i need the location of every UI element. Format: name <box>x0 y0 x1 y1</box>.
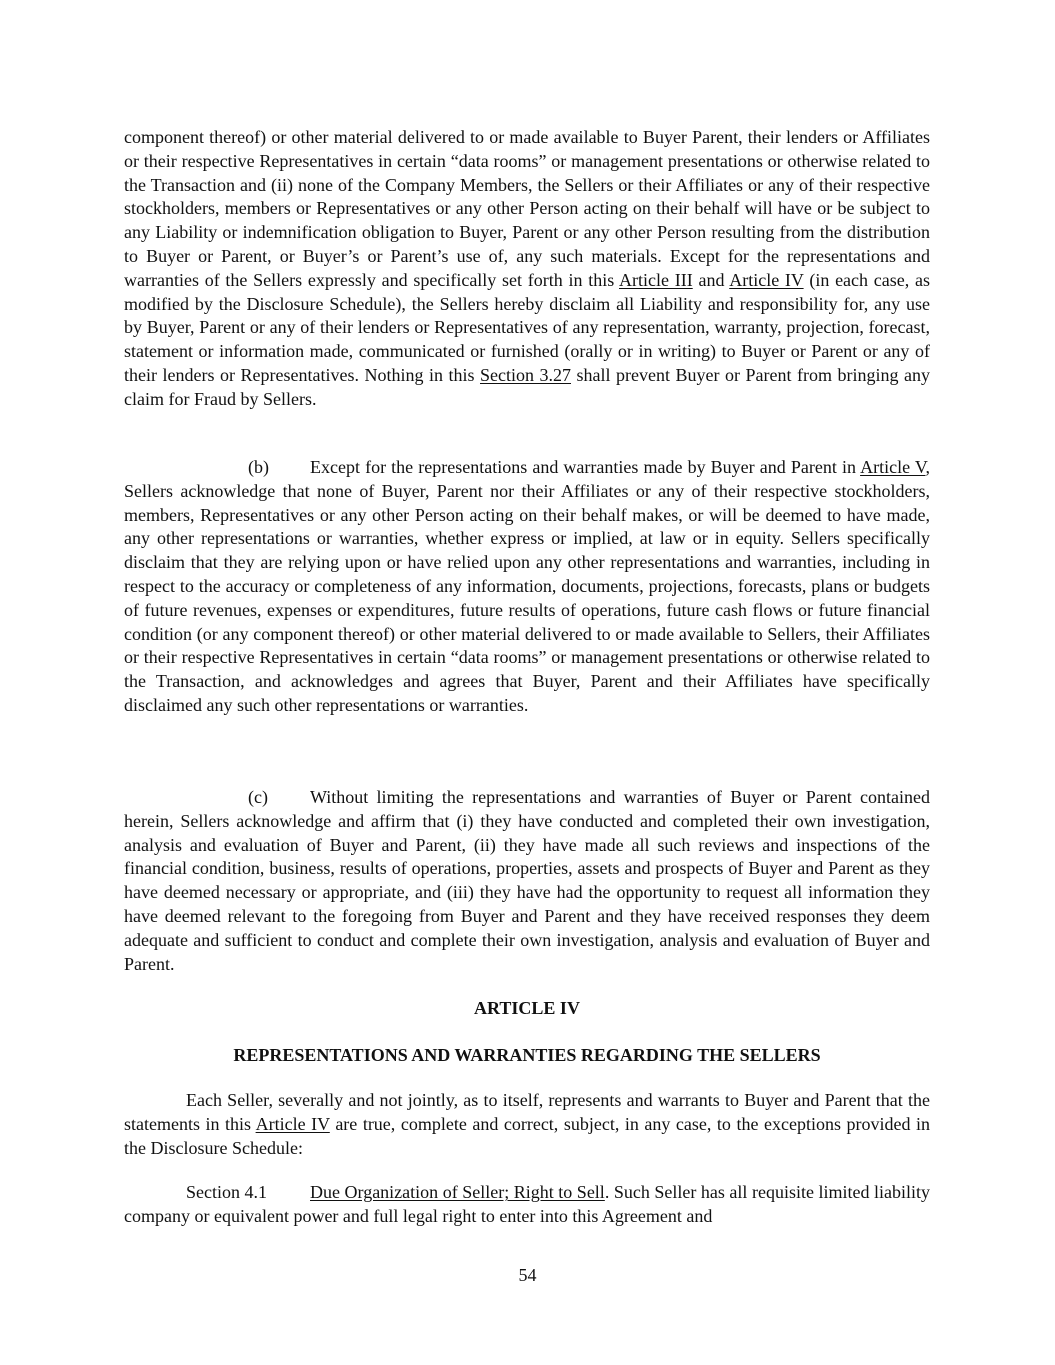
section-4-1 <box>124 1181 930 1229</box>
text-run: component thereof) or other material delivered to or made available to Buyer Parent, their lenders or Affiliates or their respective Representatives in certain “data rooms” or management presentations or otherwise related to the Transaction and (ii) none of the Company Members, the Sellers or their Affiliates or any of their respective stockholders, members or Representatives or any other Person acting on their behalf will have or be subject to any Liability or indemnification obligation to Buyer, Parent or any other Person resulting from the distribution to Buyer or Parent, or Buyer’s or Parent’s use of, any such materials. Except for the representations and warranties of the Sellers expressly and specifically set forth in this <box>124 127 930 290</box>
paragraph-a-continuation <box>124 126 930 412</box>
text-run: Without limiting the representations and warranties of Buyer or Parent contained herein, Sellers acknowledge and affirm that (i) they have conducted and completed their own investigation, analysis and evaluation of Buyer and Parent, (ii) they have made all such reviews and inspections of the financial condition, business, results of operations, properties, assets and prospects of Buyer and Parent as they have deemed necessary or appropriate, and (iii) they have had the opportunity to request all information they have deemed relevant to the foregoing from Buyer and Parent and they have received responses they deem adequate and sufficient to conduct and complete their own investigation, analysis and evaluation of Buyer and Parent. <box>124 787 930 974</box>
cross-ref-article-iv[interactable]: Article IV <box>255 1113 330 1134</box>
clause-label-c: (c) <box>248 787 268 807</box>
cross-ref-article-iv[interactable]: Article IV <box>729 269 804 290</box>
article-number: ARTICLE IV <box>474 998 580 1018</box>
text-run: Except for the representations and warranties made by Buyer and Parent in <box>310 457 861 477</box>
text-run: , Sellers acknowledge that none of Buyer, Parent nor their Affiliates or any of their respective stockholders, members, Representatives or any other Person acting on their behalf makes, or will be deemed to have made, any other representations or warranties, whether express or implied, at law or in equity. Sellers specifically disclaim that they are relying upon or have relied upon any other representations and warranties, including in respect to the accuracy or completeness of any information, documents, projections, forecasts, plans or budgets of future revenues, expenses or expenditures, future results of operations, future cash flows or future financial condition (or any component thereof) or other material delivered to or made available to Sellers, their Affiliates or their respective Representatives in certain “data rooms” or management presentations or otherwise related to the Transaction, and acknowledges and agrees that Buyer, Parent and their Affiliates have specifically disclaimed any such other representations or warranties. <box>124 457 931 715</box>
paragraph-c <box>124 786 930 976</box>
paragraph-b <box>124 456 930 718</box>
text-run: are true, complete and correct, subject, in any case, to the exceptions provided in the Disclosure Schedule: <box>124 1113 930 1158</box>
text-run: shall prevent Buyer or Parent from bringing any claim for Fraud by Sellers. <box>124 364 930 409</box>
text-run: (in each case, as modified by the Disclosure Schedule), the Sellers hereby disclaim all Liability and responsibility for, any use by Buyer, Parent or any of their lenders or Representatives of any representation, warranty, projection, forecast, statement or information made, communicated or furnished (orally or in writing) to Buyer or Parent or any of their lenders or Representatives. Nothing in this <box>124 269 930 385</box>
text-run: . Such Seller has all requisite limited liability company or equivalent power and full legal right to enter into this Agreement and <box>124 1182 930 1226</box>
cross-ref-article-v[interactable]: Article V <box>860 457 926 477</box>
cross-ref-section-3-27[interactable]: Section 3.27 <box>480 364 571 385</box>
cross-ref-article-iii[interactable]: Article III <box>619 269 693 290</box>
section-title: Due Organization of Seller; Right to Sell <box>310 1182 605 1202</box>
page-number: 54 <box>518 1265 537 1285</box>
text-run: and <box>692 269 730 290</box>
clause-label-b: (b) <box>248 457 269 477</box>
article-title: REPRESENTATIONS AND WARRANTIES REGARDING THE SELLERS <box>233 1045 821 1065</box>
section-number: Section 4.1 <box>186 1182 267 1202</box>
text-run: Each Seller, severally and not jointly, as to itself, represents and warrants to Buyer and Parent that the statements in this <box>124 1090 930 1134</box>
article-intro <box>124 1089 930 1160</box>
